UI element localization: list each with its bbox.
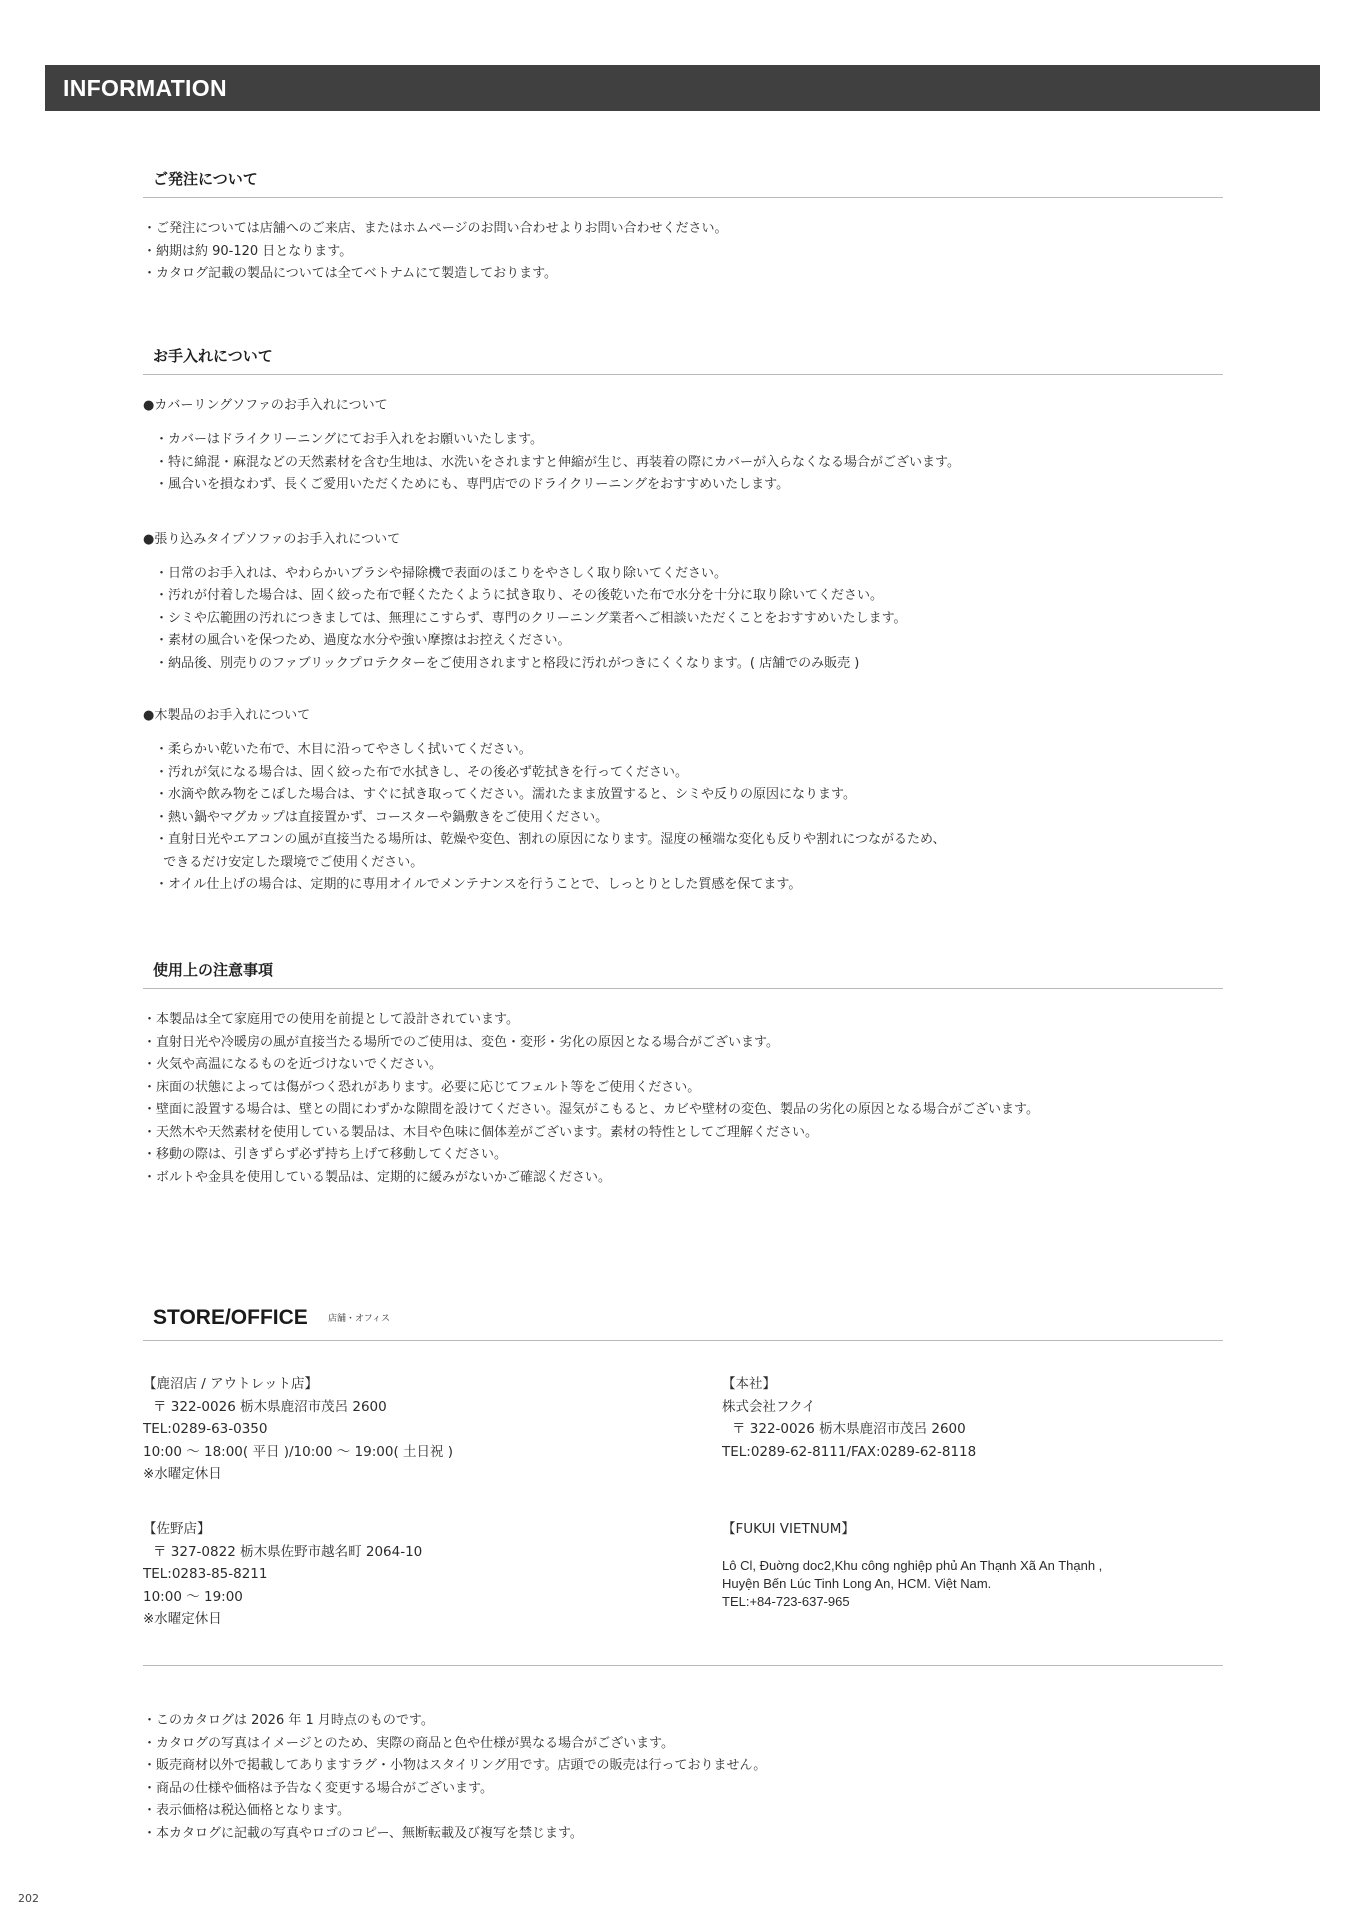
- care-group-items: [143, 563, 1223, 676]
- office-name: 【本社】: [722, 1376, 776, 1392]
- store-hours: 10:00 〜 18:00( 平日 )/10:00 〜 19:00( 土日祝 ): [143, 1443, 454, 1460]
- office-hq: [722, 1373, 976, 1463]
- notes-list: [143, 1710, 1223, 1845]
- care-header: [143, 342, 1223, 375]
- list-item: ・柔らかい乾いた布で、木目に沿ってやさしく拭いてください。: [155, 742, 532, 757]
- store-closed: ※水曜定休日: [143, 1466, 222, 1482]
- usage-title: 使用上の注意事項: [153, 961, 274, 979]
- care-group-heading: ●張り込みタイプソファのお手入れについて: [143, 531, 401, 547]
- care-group-covering: [143, 395, 1223, 497]
- list-item: ・素材の風合いを保つため、過度な水分や強い摩擦はお控えください。: [155, 633, 571, 648]
- list-item: ・ボルトや金具を使用している製品は、定期的に緩みがないかご確認ください。: [143, 1169, 612, 1185]
- list-item: ・ご発注については店舗へのご来店、またはホムページのお問い合わせよりお問い合わせください。: [143, 221, 728, 236]
- list-item: ・火気や高温になるものを近づけないでください。: [143, 1057, 443, 1072]
- office-vietnam: [722, 1557, 1102, 1611]
- store-tel: TEL:0283-85-8211: [143, 1566, 268, 1582]
- list-item: ・直射日光やエアコンの風が直接当たる場所は、乾燥や変色、割れの原因になります。湿度の極端な変化も反りや割れにつながるため、: [155, 832, 946, 847]
- list-item: ・オイル仕上げの場合は、定期的に専用オイルでメンテナンスを行うことで、しっとりとした質感を保てます。: [155, 877, 802, 892]
- store-title: STORE/OFFICE: [153, 1306, 308, 1329]
- list-item: ・床面の状態によっては傷がつく恐れがあります。必要に応じてフェルト等をご使用ください。: [143, 1079, 701, 1095]
- care-title: お手入れについて: [153, 347, 273, 365]
- store-closed: ※水曜定休日: [143, 1611, 222, 1627]
- office-address: 〒 322-0026 栃木県鹿沼市茂呂 2600: [732, 1421, 966, 1437]
- list-item: ・天然木や天然素材を使用している製品は、木目や色味に個体差がございます。素材の特性としてご理解ください。: [143, 1124, 818, 1140]
- store-kanuma: [143, 1373, 453, 1486]
- page-number: 202: [18, 1892, 39, 1905]
- usage-list: [143, 989, 1223, 1189]
- office-tel: TEL:0289-62-8111/FAX:0289-62-8118: [722, 1443, 977, 1460]
- care-group-heading: ●木製品のお手入れについて: [143, 708, 311, 723]
- list-item: ・本カタログに記載の写真やロゴのコピー、無断転載及び複写を禁じます。: [143, 1825, 583, 1841]
- care-group-items: [143, 739, 1223, 897]
- list-item: ・風合いを損なわず、長くご愛用いただくためにも、専門店でのドライクリーニングをおすすめいたします。: [155, 477, 790, 492]
- list-item: ・カバーはドライクリーニングにてお手入れをお願いいたします。: [155, 432, 544, 447]
- care-group-upholstered: [143, 529, 1223, 676]
- care-group-wood: [143, 705, 1223, 897]
- header-bar: [45, 65, 1320, 111]
- office-tel: TEL:+84-723-637-965: [722, 1594, 850, 1609]
- list-item: ・本製品は全て家庭用での使用を前提として設計されています。: [143, 1012, 519, 1027]
- care-group-items: [143, 429, 1223, 497]
- list-item: できるだけ安定した環境でご使用ください。: [155, 854, 424, 870]
- list-item: ・商品の仕様や価格は予告なく変更する場合がございます。: [143, 1780, 493, 1796]
- list-item: ・カタログ記載の製品については全てベトナムにて製造しております。: [143, 266, 558, 281]
- care-group-heading: ●カバーリングソファのお手入れについて: [143, 398, 388, 413]
- store-address: 〒 322-0026 栃木県鹿沼市茂呂 2600: [153, 1398, 387, 1415]
- list-item: ・納期は約 90-120 日となります。: [143, 243, 353, 259]
- store-subtitle: 店舗・オフィス: [328, 1314, 391, 1324]
- list-item: ・水滴や飲み物をこぼした場合は、すぐに拭き取ってください。濡れたまま放置すると、シミや反りの原因になります。: [155, 787, 856, 802]
- office-name: 【FUKUI VIETNUM】: [722, 1521, 855, 1537]
- list-item: ・このカタログは 2026 年 1 月時点のものです。: [143, 1713, 434, 1728]
- store-address: 〒 327-0822 栃木県佐野市越名町 2064-10: [153, 1543, 423, 1560]
- usage-section: [143, 956, 1223, 1189]
- office-address-line: Lô Cl, Đuờng doc2,Khu công nghiệp phủ An Thạnh Xã An Thạnh ,: [722, 1558, 1103, 1573]
- store-name: 【鹿沼店 / アウトレット店】: [143, 1376, 318, 1392]
- office-vietnam-name: [722, 1518, 855, 1541]
- list-item: ・シミや広範囲の汚れにつきましては、無理にこすらず、専門のクリーニング業者へご相談いただくことをおすすめいたします。: [155, 610, 907, 626]
- list-item: ・販売商材以外で掲載してありますラグ・小物はスタイリング用です。店頭での販売は行っておりません。: [143, 1758, 767, 1773]
- list-item: ・熱い鍋やマグカップは直接置かず、コースターや鍋敷きをご使用ください。: [155, 809, 609, 825]
- list-item: ・カタログの写真はイメージとのため、実際の商品と色や仕様が異なる場合がございます。: [143, 1735, 675, 1751]
- ordering-list: [143, 198, 1223, 286]
- list-item: ・日常のお手入れは、やわらかいブラシや掃除機で表面のほこりをやさしく取り除いてください。: [155, 565, 728, 581]
- page-title: INFORMATION: [63, 75, 227, 101]
- ordering-section: [143, 165, 1223, 286]
- list-item: ・移動の際は、引きずらず必ず持ち上げて移動してください。: [143, 1147, 508, 1162]
- ordering-title: ご発注について: [153, 170, 258, 188]
- store-hours: 10:00 〜 19:00: [143, 1588, 243, 1605]
- store-name: 【佐野店】: [143, 1521, 211, 1537]
- store-section: [143, 1298, 1223, 1341]
- store-header: [143, 1298, 1223, 1341]
- ordering-header: [143, 165, 1223, 198]
- divider: [143, 1665, 1223, 1666]
- list-item: ・納品後、別売りのファブリックプロテクターをご使用されますと格段に汚れがつきにくくなります。( 店舗でのみ販売 ): [155, 655, 860, 671]
- office-address-line: Huyện Bến Lúc Tinh Long An, HCM. Việt Nam.: [722, 1576, 992, 1591]
- usage-header: [143, 956, 1223, 989]
- store-sano: [143, 1518, 422, 1631]
- list-item: ・汚れが気になる場合は、固く絞った布で水拭きし、その後必ず乾拭きを行ってください。: [155, 764, 689, 780]
- office-company: 株式会社フクイ: [722, 1398, 816, 1415]
- list-item: ・直射日光や冷暖房の風が直接当たる場所でのご使用は、変色・変形・劣化の原因となる場合がございます。: [143, 1034, 779, 1050]
- care-section: [143, 342, 1223, 897]
- list-item: ・特に綿混・麻混などの天然素材を含む生地は、水洗いをされますと伸縮が生じ、再装着の際にカバーが入らなくなる場合がございます。: [155, 454, 960, 470]
- list-item: ・壁面に設置する場合は、壁との間にわずかな隙間を設けてください。湿気がこもると、カビや壁材の変色、製品の劣化の原因となる場合がございます。: [143, 1102, 1039, 1117]
- list-item: ・表示価格は税込価格となります。: [143, 1803, 350, 1818]
- list-item: ・汚れが付着した場合は、固く絞った布で軽くたたくように拭き取り、その後乾いた布で水分を十分に取り除いてください。: [155, 588, 884, 603]
- store-tel: TEL:0289-63-0350: [143, 1421, 268, 1437]
